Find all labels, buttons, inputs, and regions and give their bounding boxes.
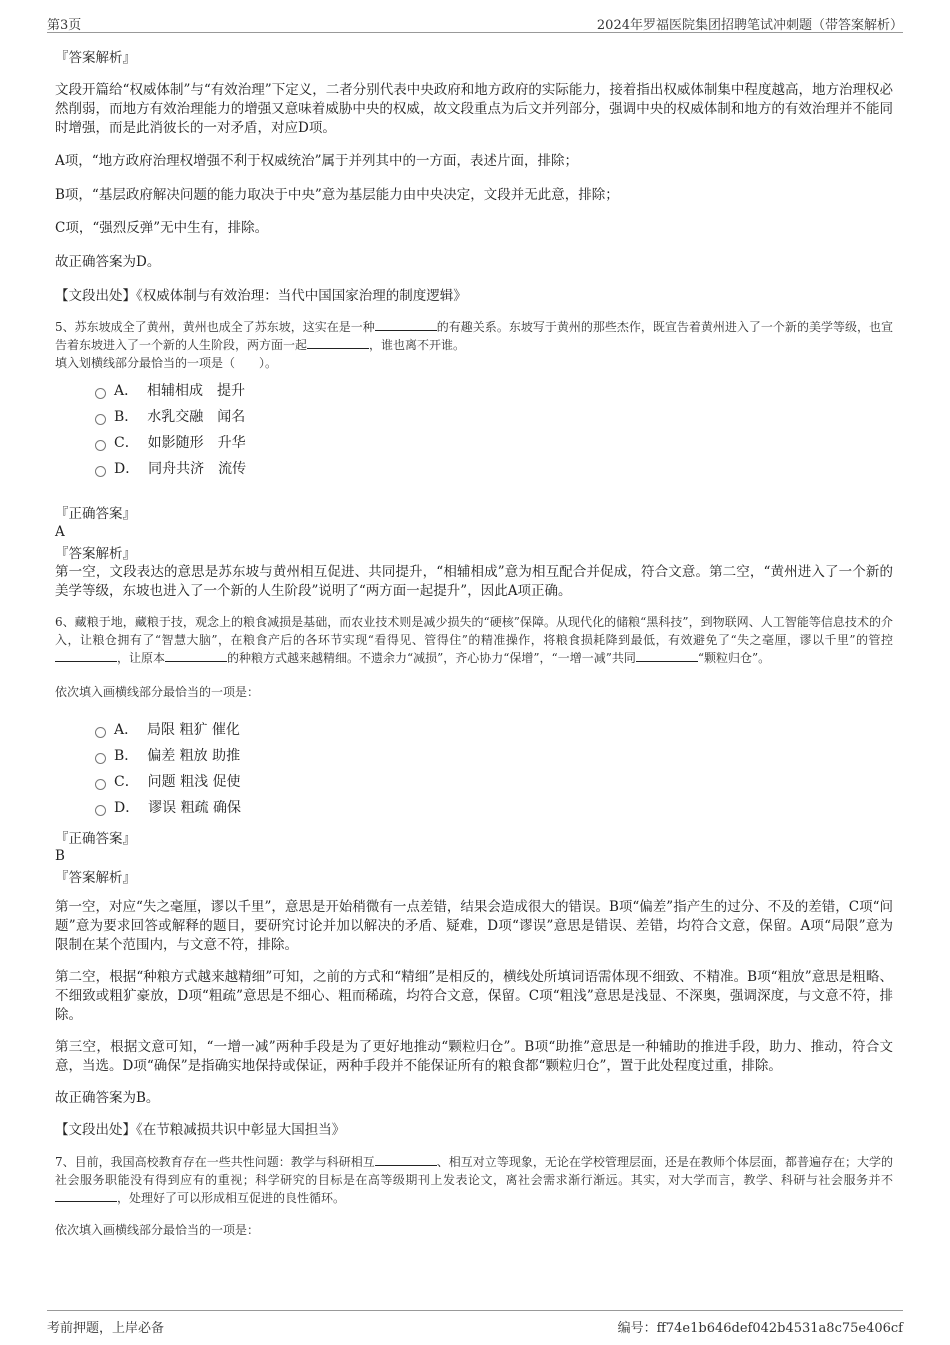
radio-button-icon[interactable] [95,727,106,738]
radio-button-icon[interactable] [95,466,106,477]
fill-blank [307,336,369,349]
fill-blank [165,649,227,662]
document-id: 编号：ff74e1b646def042b4531a8c75e406cf [617,1321,903,1336]
answer-analysis-label: 『答案解析』 [55,546,136,562]
answer-analysis-label: 『答案解析』 [55,870,136,886]
answer-analysis-label: 『答案解析』 [55,50,136,66]
q5-analysis: 第一空，文段表达的意思是苏东坡与黄州相互促进、共同提升，“相辅相成”意为相互配合并促成，符合文意。第二空，“黄州进入了一个新的美学等级，东坡也进入了一个新的人生阶段”说明了“两方面一起提升”，因此A项正确。 [55,564,893,599]
q5-answer: A [55,524,65,540]
q7-prompt: 依次填入画横线部分最恰当的一项是： [55,1223,260,1237]
fill-blank [375,318,437,331]
q6-options [95,717,893,821]
q4-conclusion: 故正确答案为D。 [55,254,161,270]
source-label: 【文段出处】 [55,288,136,304]
q6-prompt: 依次填入画横线部分最恰当的一项是： [55,685,260,699]
radio-button-icon[interactable] [95,388,106,399]
q6-answer: B [55,848,65,864]
correct-answer-label: 『正确答案』 [55,506,136,522]
q6-option-d[interactable]: D． 谬误 粗疏 确保 [95,795,893,821]
q4-analysis-paragraph: 文段开篇给“权威体制”与“有效治理”下定义，二者分别代表中央政府和地方政府的实际能力，接着指出权威体制集中程度越高，地方治理权必然削弱，而地方有效治理能力的增强又意味着威胁中央的权威，故文段重点为后文并列部分，强调中央的权威体制和地方的有效治理并不能同时增强，而是此消彼长的一对矛盾，对应D项。 [55,82,893,136]
q5-option-b[interactable]: B． 水乳交融 闻名 [95,404,893,430]
radio-button-icon[interactable] [95,414,106,425]
q5-option-a[interactable]: A． 相辅相成 提升 [95,378,893,404]
q6-option-c[interactable]: C． 问题 粗浅 促使 [95,769,893,795]
q5-stem: 5、苏东坡成全了黄州，黄州也成全了苏东坡，这实在是一种 的有趣关系。东坡写于黄州的那些杰作，既宣告着黄州进入了一个新的美学等级，也宣告着东坡进入了一个新的人生阶段，两方面一起 ，谁也离不开谁。 [55,320,893,352]
q6-analysis-blank-1: 第一空，对应“失之毫厘，谬以千里”，意思是开始稍微有一点差错，结果会造成很大的错误。B项“偏差”指产生的过分、不及的差错，C项“问题”意为要求回答或解释的题目，要研究讨论并加以解决的矛盾、疑难，D项“谬误”意思是错误、差错，均符合文意，保留。A项“局限”意为限制在某个范围内，与文意不符，排除。 [55,899,893,953]
q4-source [55,287,893,306]
radio-button-icon[interactable] [95,779,106,790]
fill-blank [375,1153,437,1166]
q4-analysis-option-a: A项，“地方政府治理权增强不利于权威统治”属于并列其中的一方面，表述片面，排除； [55,153,579,169]
source-title: 《在节粮减损共识中彰显大国担当》 [136,1122,346,1138]
radio-button-icon[interactable] [95,753,106,764]
q6-source [55,1121,893,1140]
document-body [55,46,893,1239]
q6-stem: 6、藏粮于地，藏粮于技，观念上的粮食减损是基础，而农业技术则是减少损失的“硬核”保障。从现代化的储粮“黑科技”，到物联网、人工智能等信息技术的介入，让粮仓拥有了“智慧大脑”，在粮食产后的各环节实现“看得见、管得住”的精准操作，将粮食损耗降到最低，有效避免了“失之毫厘，谬以千里”的管控，让原本 的种粮方式越来越精细。不遗余力“减损”，齐心协力“保增”，“一增一减”共同 “颗粒归仓”。 [55,615,893,665]
q6-option-a[interactable]: A． 局限 粗犷 催化 [95,717,893,743]
q4-analysis-option-c: C项，“强烈反弹”无中生有，排除。 [55,220,269,236]
q5-options [95,378,893,482]
q6-option-b[interactable]: B． 偏差 粗放 助推 [95,743,893,769]
page-header [47,12,903,33]
page-number: 第3页 [47,18,82,33]
footer-slogan: 考前押题，上岸必备 [47,1321,165,1336]
page-footer [47,1310,903,1335]
q5-prompt: 填入划横线部分最恰当的一项是（ ）。 [55,356,278,370]
q4-analysis-option-b: B项，“基层政府解决问题的能力取决于中央”意为基层能力由中央决定，文段并无此意，排除； [55,187,619,203]
q5-option-c[interactable]: C． 如影随形 升华 [95,430,893,456]
fill-blank [636,649,698,662]
q5-option-d[interactable]: D． 同舟共济 流传 [95,456,893,482]
document-title: 2024年罗福医院集团招聘笔试冲刺题（带答案解析） [596,18,903,33]
radio-button-icon[interactable] [95,805,106,816]
fill-blank [55,649,117,662]
correct-answer-label: 『正确答案』 [55,831,136,847]
fill-blank [55,1189,117,1202]
q7-stem: 7、目前，我国高校教育存在一些共性问题：教学与科研相互 、相互对立等现象，无论在学校管理层面，还是在教师个体层面，都普遍存在；大学的社会服务职能没有得到应有的重视；科学研究的目标是在高等级期刊上发表论文，离社会需求渐行渐远。其实，对大学而言，教学、科研与社会服务并不，处理好了可以形成相互促进的良性循环。 [55,1155,893,1205]
q6-analysis-blank-2: 第二空，根据“种粮方式越来越精细”可知，之前的方式和“精细”是相反的，横线处所填词语需体现不细致、不精准。B项“粗放”意思是粗略、不细致或粗犷豪放，D项“粗疏”意思是不细心、粗而稀疏，均符合文意，保留。C项“粗浅”意思是浅显、不深奥，强调深度，与文意不符，排除。 [55,969,893,1023]
source-label: 【文段出处】 [55,1122,136,1138]
q6-conclusion: 故正确答案为B。 [55,1090,160,1106]
source-title: 《权威体制与有效治理：当代中国国家治理的制度逻辑》 [136,288,467,304]
radio-button-icon[interactable] [95,440,106,451]
q6-analysis-blank-3: 第三空，根据文意可知，“一增一减”两种手段是为了更好地推动“颗粒归仓”。B项“助推”意思是一种辅助的推进手段，助力、推动，符合文意，当选。D项“确保”是指确实地保持或保证，两种手段并不能保证所有的粮食都“颗粒归仓”，置于此处程度过重，排除。 [55,1039,893,1074]
